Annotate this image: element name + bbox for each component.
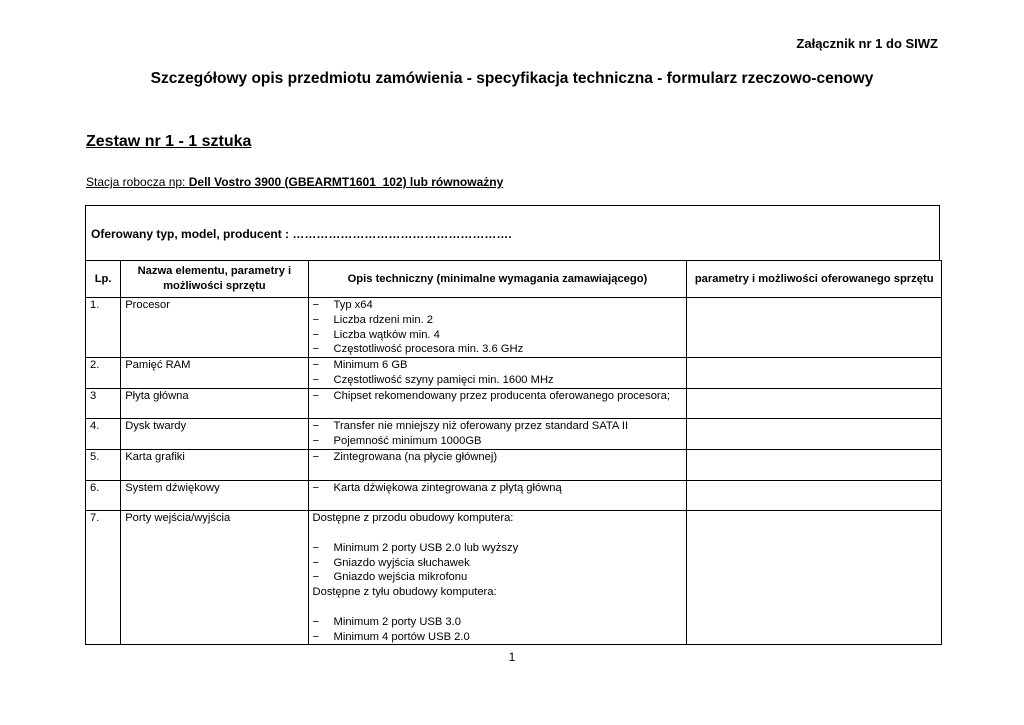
desc-text: Liczba wątków min. 4 (333, 328, 440, 341)
cell-desc (308, 419, 687, 450)
desc-blank-line (313, 600, 683, 615)
cell-name: System dźwiękowy (121, 480, 308, 511)
desc-text: Częstotliwość szyny pamięci min. 1600 MHz (333, 373, 554, 386)
cell-offer[interactable] (687, 358, 942, 389)
desc-text: Dostępne z tyłu obudowy komputera: (312, 586, 497, 599)
cell-name: Procesor (121, 298, 308, 358)
desc-text: Gniazdo wejścia mikrofonu (333, 571, 468, 584)
desc-line (313, 585, 683, 600)
cell-offer[interactable] (687, 298, 942, 358)
cell-offer[interactable] (687, 388, 942, 419)
table-body (86, 298, 942, 645)
spec-table (85, 260, 942, 645)
dash-bullet-icon: − (312, 630, 320, 643)
table-row (86, 388, 942, 419)
desc-blank-line (313, 526, 683, 541)
offer-label: Oferowany typ, model, producent : ………………………………………………. (91, 227, 512, 241)
table-row (86, 298, 942, 358)
table-header-row (86, 261, 942, 298)
desc-text: Transfer nie mniejszy niż oferowany przez standard SATA II (333, 420, 629, 433)
desc-text: Dostępne z przodu obudowy komputera: (312, 512, 514, 525)
header-desc: Opis techniczny (minimalne wymagania zamawiającego) (308, 261, 687, 298)
desc-text: Liczba rdzeni min. 2 (333, 313, 434, 326)
cell-offer[interactable] (687, 480, 942, 511)
cell-name: Karta grafiki (121, 449, 308, 480)
header-offer: parametry i możliwości oferowanego sprzętu (687, 261, 942, 298)
dash-bullet-icon: − (312, 481, 320, 494)
desc-text: Typ x64 (333, 299, 373, 311)
cell-name: Płyta główna (121, 388, 308, 419)
dash-bullet-icon: − (312, 373, 320, 386)
cell-desc (308, 358, 687, 389)
desc-line (313, 541, 683, 556)
table-row (86, 480, 942, 511)
desc-text: Minimum 2 porty USB 3.0 (333, 615, 461, 628)
table-row (86, 358, 942, 389)
cell-lp: 1. (86, 298, 121, 358)
desc-line (313, 615, 683, 630)
cell-desc (308, 480, 687, 511)
dash-bullet-icon: − (312, 313, 320, 326)
desc-line (313, 570, 683, 585)
desc-line (313, 389, 683, 404)
desc-line (313, 313, 683, 328)
table-row (86, 511, 942, 645)
cell-desc (308, 449, 687, 480)
table-row (86, 449, 942, 480)
desc-line (313, 328, 683, 343)
dash-bullet-icon: − (312, 450, 320, 463)
cell-offer[interactable] (687, 449, 942, 480)
dash-bullet-icon: − (312, 343, 320, 356)
annex-label: Załącznik nr 1 do SIWZ (796, 36, 938, 51)
cell-desc (308, 511, 687, 645)
cell-lp: 5. (86, 449, 121, 480)
cell-desc (308, 298, 687, 358)
cell-name: Pamięć RAM (121, 358, 308, 389)
dash-bullet-icon: − (312, 556, 320, 569)
offer-box (85, 205, 940, 260)
header-name: Nazwa elementu, parametry i możliwości sprzętu (121, 261, 308, 298)
desc-text: Minimum 6 GB (333, 359, 408, 372)
dash-bullet-icon: − (312, 541, 320, 554)
dash-bullet-icon: − (312, 359, 320, 372)
desc-line (313, 373, 683, 388)
desc-line (313, 419, 683, 434)
desc-text: Częstotliwość procesora min. 3.6 GHz (333, 343, 524, 356)
cell-lp: 4. (86, 419, 121, 450)
dash-bullet-icon: − (312, 299, 320, 311)
dash-bullet-icon: − (312, 571, 320, 584)
cell-offer[interactable] (687, 419, 942, 450)
desc-line (313, 556, 683, 571)
dash-bullet-icon: − (312, 328, 320, 341)
document-title: Szczegółowy opis przedmiotu zamówienia - specyfikacja techniczna - formularz rzeczowo-cenowy (150, 70, 874, 87)
desc-line (313, 298, 683, 313)
desc-line (313, 630, 683, 645)
cell-lp: 6. (86, 480, 121, 511)
dash-bullet-icon: − (312, 420, 320, 433)
desc-line (313, 358, 683, 373)
desc-text: Karta dźwiękowa zintegrowana z płytą główną (333, 481, 562, 494)
station-line (86, 175, 503, 189)
cell-lp: 3 (86, 388, 121, 419)
desc-text: Zintegrowana (na płycie głównej) (333, 450, 498, 463)
dash-bullet-icon: − (312, 389, 320, 402)
desc-line (313, 434, 683, 449)
header-lp: Lp. (86, 261, 121, 298)
cell-lp: 2. (86, 358, 121, 389)
dash-bullet-icon: − (312, 435, 320, 448)
cell-offer[interactable] (687, 511, 942, 645)
desc-line (313, 450, 683, 465)
desc-line (313, 511, 683, 526)
cell-lp: 7. (86, 511, 121, 645)
dash-bullet-icon: − (312, 615, 320, 628)
cell-name: Porty wejścia/wyjścia (121, 511, 308, 645)
desc-text: Pojemność minimum 1000GB (333, 435, 482, 448)
station-prefix: Stacja robocza np: (86, 175, 189, 189)
table-row (86, 419, 942, 450)
station-model: Dell Vostro 3900 (GBEARMT1601_102) lub równoważny (188, 175, 504, 189)
desc-text: Minimum 4 portów USB 2.0 (333, 630, 470, 643)
desc-line (313, 342, 683, 357)
desc-line (313, 481, 683, 496)
desc-text: Gniazdo wyjścia słuchawek (333, 556, 470, 569)
set-title: Zestaw nr 1 - 1 sztuka (86, 133, 252, 150)
cell-desc (308, 388, 687, 419)
desc-text: Chipset rekomendowany przez producenta oferowanego procesora; (333, 389, 670, 402)
page-number: 1 (508, 650, 516, 664)
desc-text: Minimum 2 porty USB 2.0 lub wyższy (333, 541, 519, 554)
cell-name: Dysk twardy (121, 419, 308, 450)
